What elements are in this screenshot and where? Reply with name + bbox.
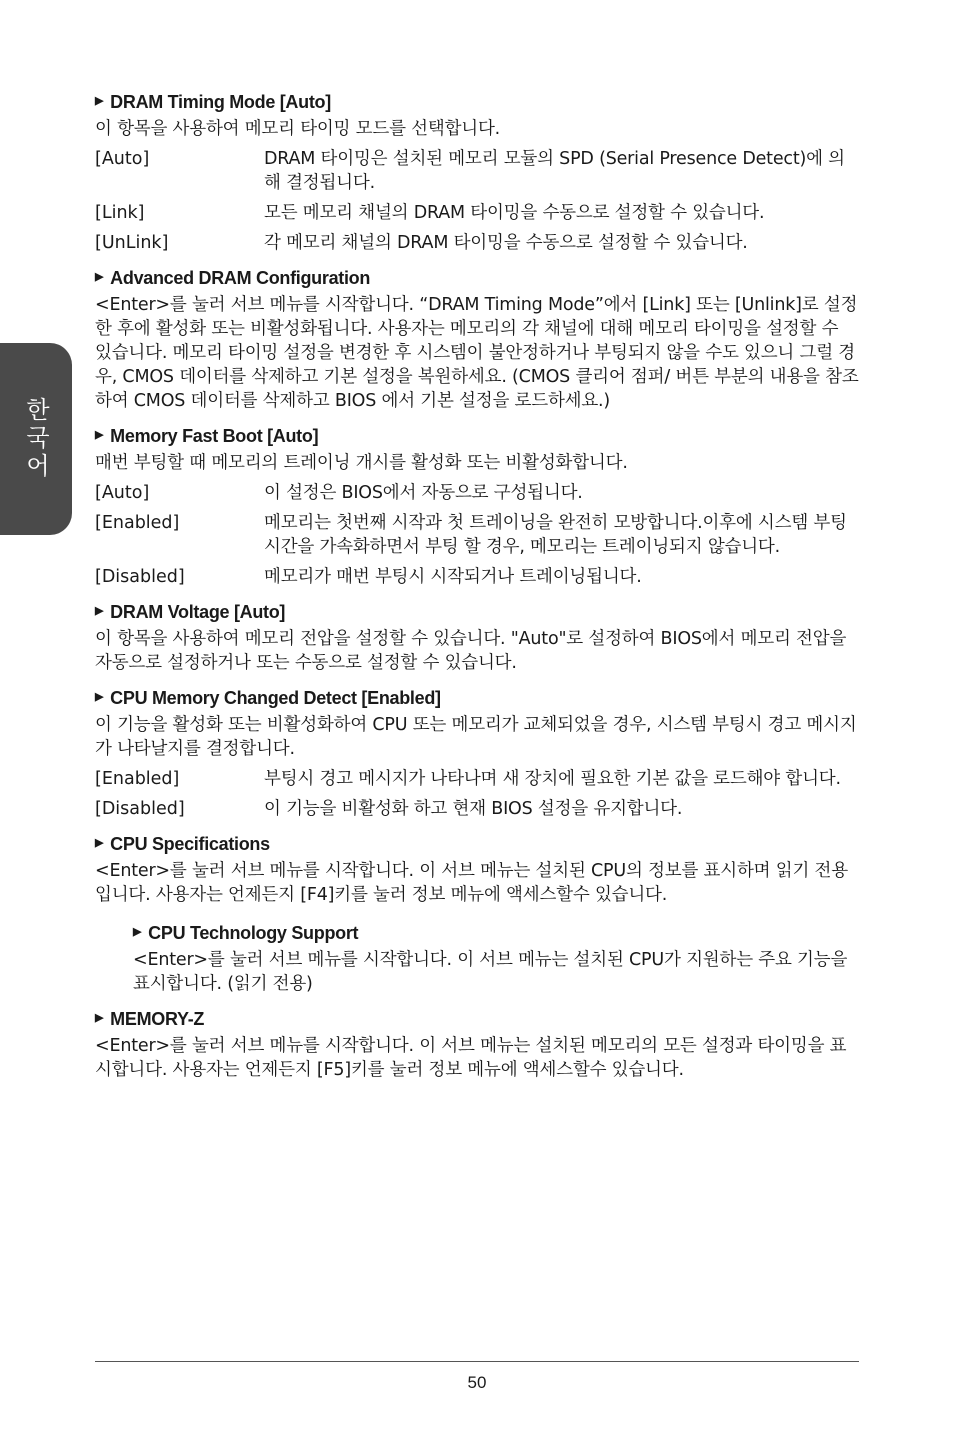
option-row — [95, 565, 860, 589]
option-key: [UnLink] — [95, 233, 169, 253]
triangle-bullet-icon: ▶ — [95, 605, 104, 617]
option-key: [Auto] — [95, 483, 150, 503]
language-label: 한국어 — [21, 397, 50, 481]
section-heading — [95, 266, 860, 290]
option-row — [95, 201, 860, 225]
page-content — [95, 90, 860, 1093]
section-heading — [95, 686, 860, 710]
section-description: 매번 부팅할 때 메모리의 트레이닝 개시를 활성화 또는 비활성화합니다. — [95, 453, 628, 473]
option-row — [95, 231, 860, 255]
section-description: 이 항목을 사용하여 메모리 전압을 설정할 수 있습니다. "Auto"로 설정하여 BIOS에서 메모리 전압을 자동으로 설정하거나 또는 수동으로 설정할 수 있습니다. — [95, 629, 847, 673]
option-description: DRAM 타이밍은 설치된 메모리 모듈의 SPD (Serial Presence Detect)에 의해 결정됩니다. — [264, 149, 845, 193]
subsection-cpu-technology-support — [133, 921, 860, 996]
section-cpu-memory-changed-detect — [95, 686, 860, 821]
option-description: 메모리가 매번 부팅시 시작되거나 트레이닝됩니다. — [264, 567, 642, 587]
section-memory-fast-boot — [95, 424, 860, 589]
language-side-tab — [0, 343, 72, 535]
section-title: MEMORY-Z — [110, 1009, 205, 1029]
option-description: 이 설정은 BIOS에서 자동으로 구성됩니다. — [264, 483, 583, 503]
section-dram-timing-mode — [95, 90, 860, 255]
section-heading — [95, 600, 860, 624]
section-heading — [95, 90, 860, 114]
option-row — [95, 797, 860, 821]
section-cpu-specifications — [95, 832, 860, 996]
triangle-bullet-icon: ▶ — [133, 926, 142, 938]
option-row — [95, 511, 860, 559]
footer-divider — [95, 1361, 859, 1362]
triangle-bullet-icon: ▶ — [95, 1012, 104, 1024]
triangle-bullet-icon: ▶ — [95, 95, 104, 107]
section-advanced-dram-configuration — [95, 266, 860, 413]
section-description: <Enter>를 눌러 서브 메뉴를 시작합니다. 이 서브 메뉴는 설치된 CPU의 정보를 표시하며 읽기 전용입니다. 사용자는 언제든지 [F4]키를 눌러 정보 메뉴에 액세스할수 있습니다. — [95, 861, 848, 905]
section-description: 이 기능을 활성화 또는 비활성화하여 CPU 또는 메모리가 교체되었을 경우, 시스템 부팅시 경고 메시지가 나타날지를 결정합니다. — [95, 715, 857, 759]
section-title: DRAM Voltage [Auto] — [110, 602, 286, 622]
section-title: Memory Fast Boot [Auto] — [110, 426, 319, 446]
option-description: 메모리는 첫번째 시작과 첫 트레이닝을 완전히 모방합니다.이후에 시스템 부팅 시간을 가속화하면서 부팅 할 경우, 메모리는 트레이닝되지 않습니다. — [264, 513, 847, 557]
option-key: [Disabled] — [95, 567, 185, 587]
section-description: <Enter>를 눌러 서브 메뉴를 시작합니다. “DRAM Timing Mode”에서 [Link] 또는 [Unlink]로 설정한 후에 활성화 또는 비활성화됩니다. 사용자는 메모리의 각 채널에 대해 메모리 타이밍을 설정할 수 있습니다. 메모리 타이밍 설정을 변경한 후 시스템이 불안정하거나 부팅되지 않을 수도 있으니 그럴 경우, CMOS 데이터를 삭제하고 기본 설정을 복원하세요. (CMOS 클리어 점퍼/ 버튼 부분의 내용을 참조하여 CMOS 데이터를 삭제하고 BIOS 에서 기본 설정을 로드하세요.) — [95, 295, 859, 411]
option-row — [95, 147, 860, 195]
subsection-heading — [133, 921, 860, 945]
section-description: <Enter>를 눌러 서브 메뉴를 시작합니다. 이 서브 메뉴는 설치된 메모리의 모든 설정과 타이밍을 표시합니다. 사용자는 언제든지 [F5]키를 눌러 정보 메뉴에 액세스할수 있습니다. — [95, 1036, 847, 1080]
section-memory-z — [95, 1007, 860, 1082]
option-row — [95, 767, 860, 791]
section-description: 이 항목을 사용하여 메모리 타이밍 모드를 선택합니다. — [95, 119, 501, 139]
page-number: 50 — [467, 1373, 487, 1392]
option-key: [Enabled] — [95, 513, 180, 533]
section-title: Advanced DRAM Configuration — [110, 268, 371, 288]
option-key: [Disabled] — [95, 799, 185, 819]
section-heading — [95, 832, 860, 856]
option-description: 모든 메모리 채널의 DRAM 타이밍을 수동으로 설정할 수 있습니다. — [264, 203, 765, 223]
option-key: [Enabled] — [95, 769, 180, 789]
section-title: DRAM Timing Mode [Auto] — [110, 92, 331, 112]
triangle-bullet-icon: ▶ — [95, 429, 104, 441]
option-description: 이 기능을 비활성화 하고 현재 BIOS 설정을 유지합니다. — [264, 799, 683, 819]
section-heading — [95, 1007, 860, 1031]
section-title: CPU Memory Changed Detect [Enabled] — [110, 688, 441, 708]
option-row — [95, 481, 860, 505]
subsection-description: <Enter>를 눌러 서브 메뉴를 시작합니다. 이 서브 메뉴는 설치된 CPU가 지원하는 주요 기능을 표시합니다. (읽기 전용) — [133, 950, 848, 994]
option-description: 부팅시 경고 메시지가 나타나며 새 장치에 필요한 기본 값을 로드해야 합니다. — [264, 769, 841, 789]
option-description: 각 메모리 채널의 DRAM 타이밍을 수동으로 설정할 수 있습니다. — [264, 233, 748, 253]
triangle-bullet-icon: ▶ — [95, 691, 104, 703]
section-title: CPU Specifications — [110, 834, 270, 854]
option-key: [Auto] — [95, 149, 150, 169]
section-dram-voltage — [95, 600, 860, 675]
triangle-bullet-icon: ▶ — [95, 271, 104, 283]
option-key: [Link] — [95, 203, 145, 223]
section-heading — [95, 424, 860, 448]
subsection-title: CPU Technology Support — [148, 923, 359, 943]
triangle-bullet-icon: ▶ — [95, 837, 104, 849]
